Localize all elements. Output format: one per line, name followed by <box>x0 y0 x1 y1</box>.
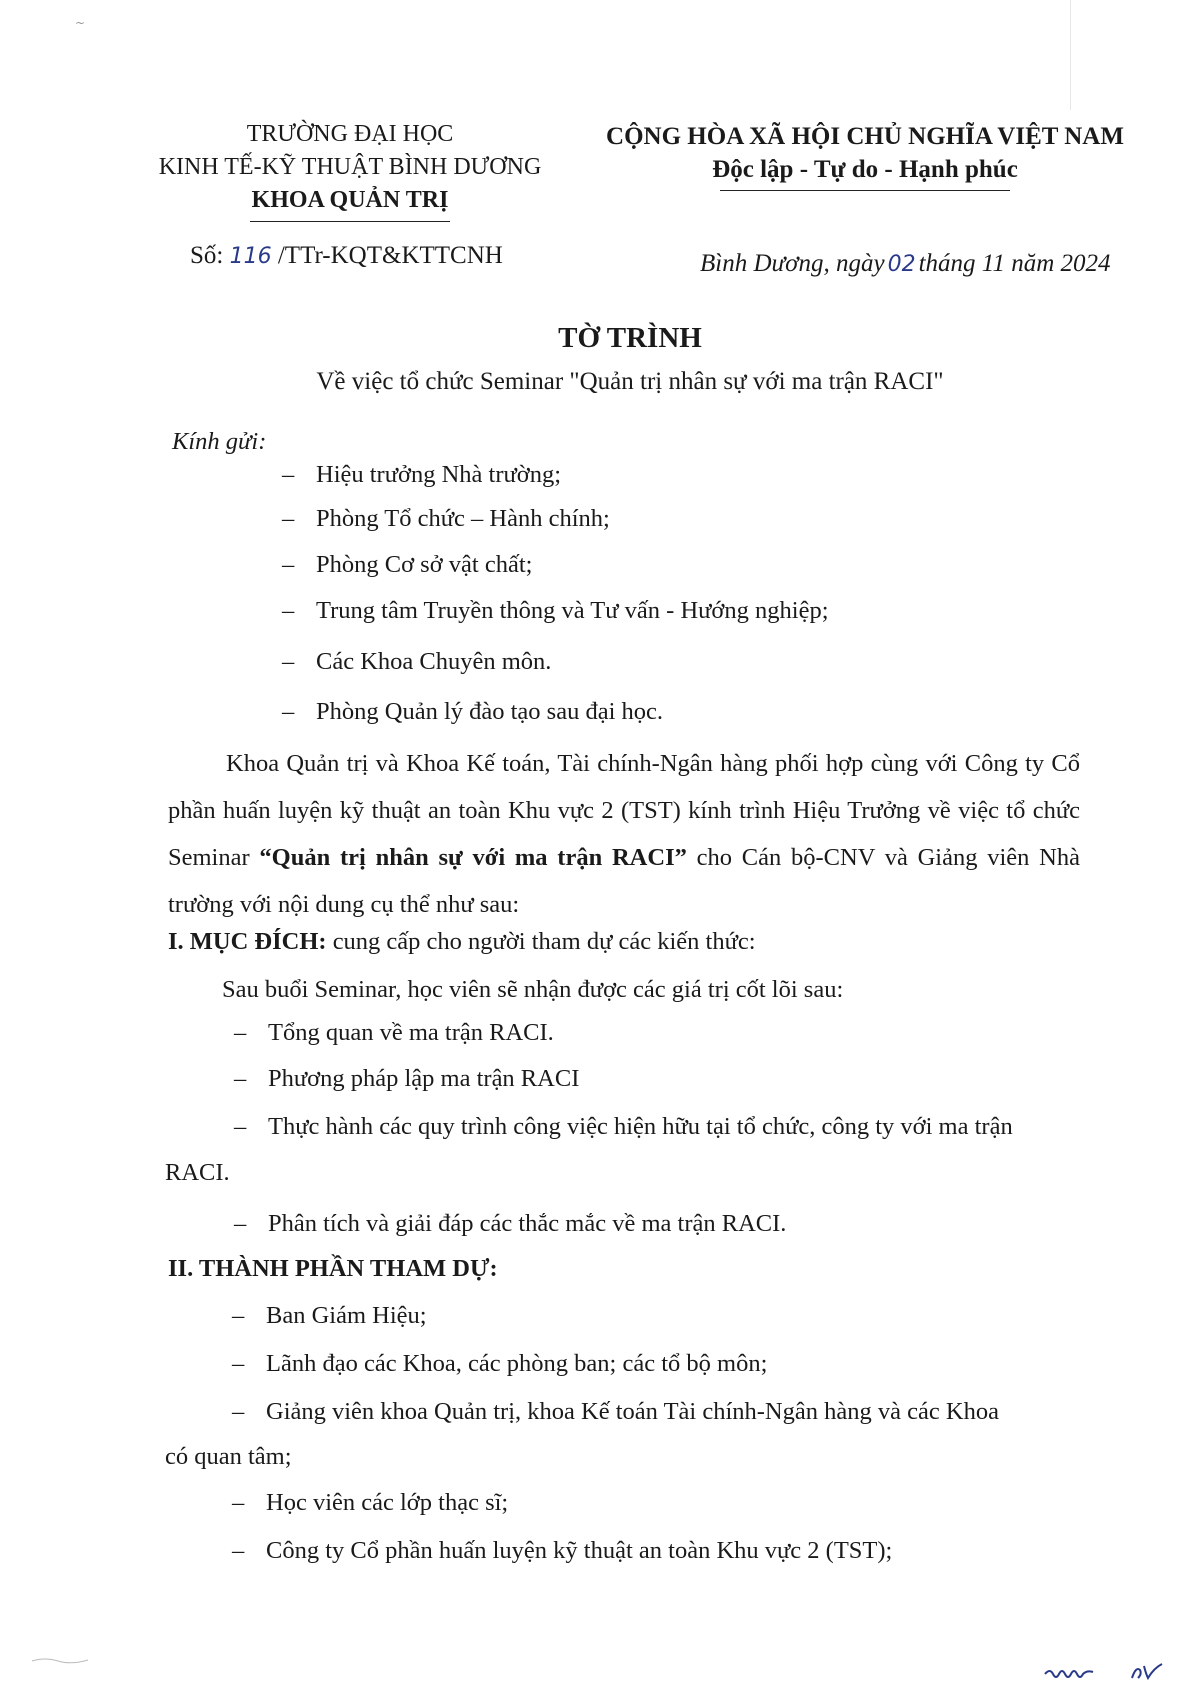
section-purpose-heading: I. MỤC ĐÍCH: cung cấp cho người tham dự các kiến thức: <box>168 928 756 955</box>
document-number <box>190 242 503 270</box>
participant-item: – Lãnh đạo các Khoa, các phòng ban; các tổ bộ môn; <box>232 1350 768 1377</box>
purpose-item: – Phân tích và giải đáp các thắc mắc về ma trận RACI. <box>234 1210 787 1237</box>
recipient-item: – Phòng Cơ sở vật chất; <box>282 551 533 578</box>
section-participants-heading: II. THÀNH PHẦN THAM DỰ: <box>168 1255 498 1282</box>
date-suffix: tháng 11 năm 2024 <box>918 250 1111 277</box>
faint-mark <box>30 1655 90 1665</box>
purpose-item: – Thực hành các quy trình công việc hiện hữu tại tổ chức, công ty với ma trận <box>234 1113 1013 1140</box>
national-header <box>580 120 1150 191</box>
national-motto: Độc lập - Tự do - Hạnh phúc <box>712 156 1018 183</box>
initials-signature <box>1040 1660 1180 1684</box>
recipient-item: – Hiệu trưởng Nhà trường; <box>282 461 562 488</box>
national-title: CỘNG HÒA XÃ HỘI CHỦ NGHĨA VIỆT NAM <box>606 123 1124 150</box>
motto-underline <box>720 190 1010 191</box>
participant-item: – Công ty Cổ phần huấn luyện kỹ thuật an toàn Khu vực 2 (TST); <box>232 1537 893 1564</box>
participant-item: – Ban Giám Hiệu; <box>232 1302 427 1329</box>
purpose-lead: Sau buổi Seminar, học viên sẽ nhận được các giá trị cốt lõi sau: <box>222 976 844 1003</box>
addressee-label: Kính gửi: <box>172 428 267 455</box>
participant-item-continuation: có quan tâm; <box>165 1443 292 1470</box>
recipient-item: – Phòng Tổ chức – Hành chính; <box>282 505 610 532</box>
doc-number-handwritten: 116 <box>229 244 272 269</box>
document-title: TỜ TRÌNH <box>558 322 702 354</box>
issuer-underline <box>250 221 450 222</box>
issuer-faculty: KHOA QUẢN TRỊ <box>251 187 449 213</box>
seminar-name: “Quản trị nhân sự với ma trận RACI” <box>259 844 687 871</box>
scan-corner-mark: ~ <box>75 16 86 30</box>
document-date <box>700 250 1111 278</box>
issuer-university-name: KINH TẾ-KỸ THUẬT BÌNH DƯƠNG <box>158 154 542 180</box>
recipient-item: – Trung tâm Truyền thông và Tư vấn - Hướng nghiệp; <box>282 597 829 624</box>
doc-number-prefix: Số: <box>190 242 230 269</box>
purpose-item: – Phương pháp lập ma trận RACI <box>234 1065 580 1092</box>
recipient-item: – Các Khoa Chuyên môn. <box>282 648 552 675</box>
scan-edge-line <box>1070 0 1071 110</box>
intro-paragraph: Khoa Quản trị và Khoa Kế toán, Tài chính-Ngân hàng phối hợp cùng với Công ty Cổ phần huấn luyện kỹ thuật an toàn Khu vực 2 (TST) kính trình Hiệu Trưởng về việc tổ chức Seminar “Quản trị nhân sự với ma trận RACI” cho Cán bộ-CNV và Giảng viên Nhà trường với nội dung cụ thể như sau: <box>168 750 1080 918</box>
date-day-handwritten: 02 <box>887 252 916 277</box>
purpose-item-continuation: RACI. <box>165 1159 230 1186</box>
recipient-item: – Phòng Quản lý đào tạo sau đại học. <box>282 698 664 725</box>
participant-item: – Giảng viên khoa Quản trị, khoa Kế toán Tài chính-Ngân hàng và các Khoa <box>232 1398 999 1425</box>
participant-item: – Học viên các lớp thạc sĩ; <box>232 1489 509 1516</box>
purpose-item: – Tổng quan về ma trận RACI. <box>234 1019 554 1046</box>
doc-number-suffix: /TTr-KQT&KTTCNH <box>271 242 503 269</box>
issuer-header <box>130 118 570 222</box>
document-subtitle: Về việc tổ chức Seminar "Quản trị nhân sự với ma trận RACI" <box>316 368 944 395</box>
date-prefix: Bình Dương, ngày <box>700 250 885 277</box>
issuer-university-line: TRƯỜNG ĐẠI HỌC <box>246 121 454 147</box>
